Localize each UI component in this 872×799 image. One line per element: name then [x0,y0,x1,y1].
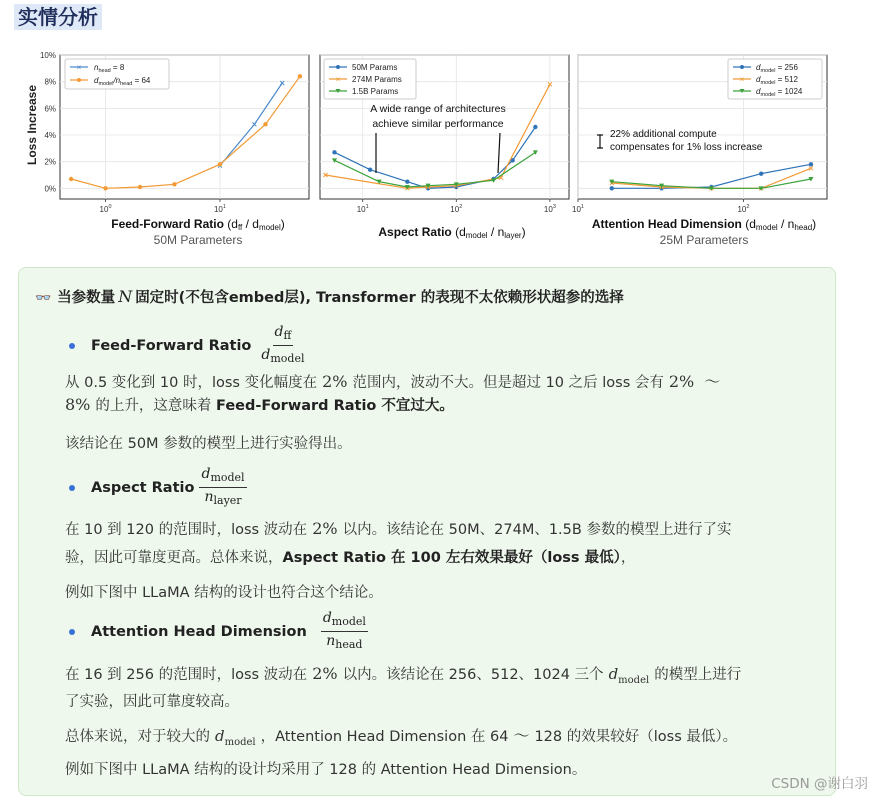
legend-label-1024: $d_{model} = 1024$ [756,87,803,98]
data-point [809,162,813,166]
ahd-paragraph-2: 了实验，因此可靠度较高。 [65,694,239,710]
bullet-aspect-ratio: Aspect Ratio $\frac{d_{model}}{n_{layer}}$ [69,466,247,509]
ahd-paragraph-3: 总体来说，对于较大的 $d_{model}$ ，Attention Head Dimension 在 64 ～ 128 的效果较好（loss 最低）。 [65,726,738,748]
x-tick-label: $10^3$ [543,204,556,214]
bullet-dot [69,485,75,491]
x-tick-label: $10^1$ [572,204,584,214]
x-axis-label-1: Feed-Forward Ratio (dff / dmodel) [111,217,285,232]
sunglasses-icon: 👓 [35,291,52,306]
data-point [263,122,267,126]
bullet-dot [69,343,75,349]
bullet-attention-head: Attention Head Dimension $\frac{d_{model}}{n_{head}}$ [69,610,368,653]
panel-1-legend [65,59,169,89]
subtitle-1: 50M Parameters [153,233,243,247]
ar-fraction: $\frac{d_{model}}{n_{layer}}$ [201,466,245,507]
data-point [103,186,107,190]
panel-3-legend [728,59,822,99]
legend-label-nhead: $n_{head} = 8$ [94,63,125,74]
bullet-feed-forward: Feed-Forward Ratio $\frac{d_{ff}}{d_{model}}$ [69,324,304,367]
data-point [218,162,222,166]
data-point [69,177,73,181]
svg-text:×: × [335,75,341,84]
data-point [172,182,176,186]
legend-label-ratio: $d_{model}/n_{head} = 64$ [94,76,151,87]
panel-2-legend [324,59,416,99]
annotation-line-2: achieve similar performance [372,118,504,130]
legend-label-50m: 50M Params [352,63,398,72]
data-point [533,125,537,129]
ahd-paragraph-4: 例如下图中 LLaMA 结构的设计均采用了 128 的 Attention Head Dimension。 [65,762,587,778]
data-point [332,150,336,154]
data-point [138,185,142,189]
y-tick-label: 6% [44,104,56,114]
ff-paragraph-2: 8% 的上升，这意味着 Feed-Forward Ratio 不宜过大。 [65,395,454,414]
y-tick-label: 10% [39,51,56,60]
tip-heading: 👓 当参数量 N 固定时(不包含embed层), Transformer 的表现不太依赖形状超参的选择 [35,287,624,306]
figure-shape-hyperparams [0,40,872,255]
ff-paragraph-1: 从 0.5 变化到 10 时，loss 变化幅度在 2% 范围内，波动不大。但是超过 10 之后 loss 会有 2% ～ [65,372,721,391]
ar-paragraph-1: 在 10 到 120 的范围时，loss 波动在 2% 以内。该结论在 50M、274M、1.5B 参数的模型上进行了实 [65,519,732,538]
x-tick-label: $10^1$ [356,204,369,214]
x-tick-label: $10^2$ [737,204,750,214]
legend-label-256: $d_{model} = 256$ [756,63,798,74]
data-point [759,171,763,175]
tip-box [18,267,836,796]
ff-fraction: $\frac{d_{ff}}{d_{model}}$ [261,324,305,365]
y-tick-label: 2% [44,157,56,167]
subtitle-3: 25M Parameters [659,233,749,247]
ahd-fraction: $\frac{d_{model}}{n_{head}}$ [322,610,366,651]
ar-paragraph-2: 验，因此可靠度更高。总体来说，Aspect Ratio 在 100 左右效果最好（loss 最低）， [65,550,636,566]
ar-paragraph-3: 例如下图中 LLaMA 结构的设计也符合这个结论。 [65,585,383,601]
data-point [610,186,614,190]
svg-text:×: × [76,63,82,72]
ff-paragraph-3: 该结论在 50M 参数的模型上进行实验得出。 [65,436,352,452]
x-axis-label-2: Aspect Ratio (dmodel / nlayer) [378,225,526,240]
data-point [405,179,409,183]
bullet-dot [69,629,75,635]
y-axis-label: Loss Increase [25,84,39,166]
svg-text:×: × [739,75,745,84]
watermark: CSDN @谢白羽 [771,776,868,792]
panel-1-x-ticks [100,199,226,214]
annotation-compute-1: 22% additional compute [610,129,717,140]
annotation-line-1: A wide range of architectures [370,103,506,115]
legend-label-274m: 274M Params [352,75,402,84]
legend-label-1.5b: 1.5B Params [352,87,399,96]
panel-2-x-ticks [357,199,556,214]
panel-3-x-ticks [572,199,749,214]
data-point [298,74,302,78]
x-tick-label: $10^1$ [213,204,226,214]
panel-1-y-ticks [40,51,56,193]
ahd-paragraph-1: 在 16 到 256 的范围时，loss 波动在 2% 以内。该结论在 256、512、1024 三个 $d_{model}$ 的模型上进行 [65,664,742,686]
y-tick-label: 4% [44,131,56,140]
y-tick-label: 8% [44,77,56,87]
data-point [368,167,372,171]
x-axis-label-3: Attention Head Dimension (dmodel / nhead) [591,217,817,232]
x-tick-label: $10^0$ [99,204,112,214]
legend-label-512: $d_{model} = 512$ [756,75,798,86]
section-title: 实情分析 [14,4,102,30]
x-tick-label: $10^2$ [450,204,463,214]
annotation-compute-2: compensates for 1% loss increase [610,142,763,153]
y-tick-label: 0% [44,184,56,194]
